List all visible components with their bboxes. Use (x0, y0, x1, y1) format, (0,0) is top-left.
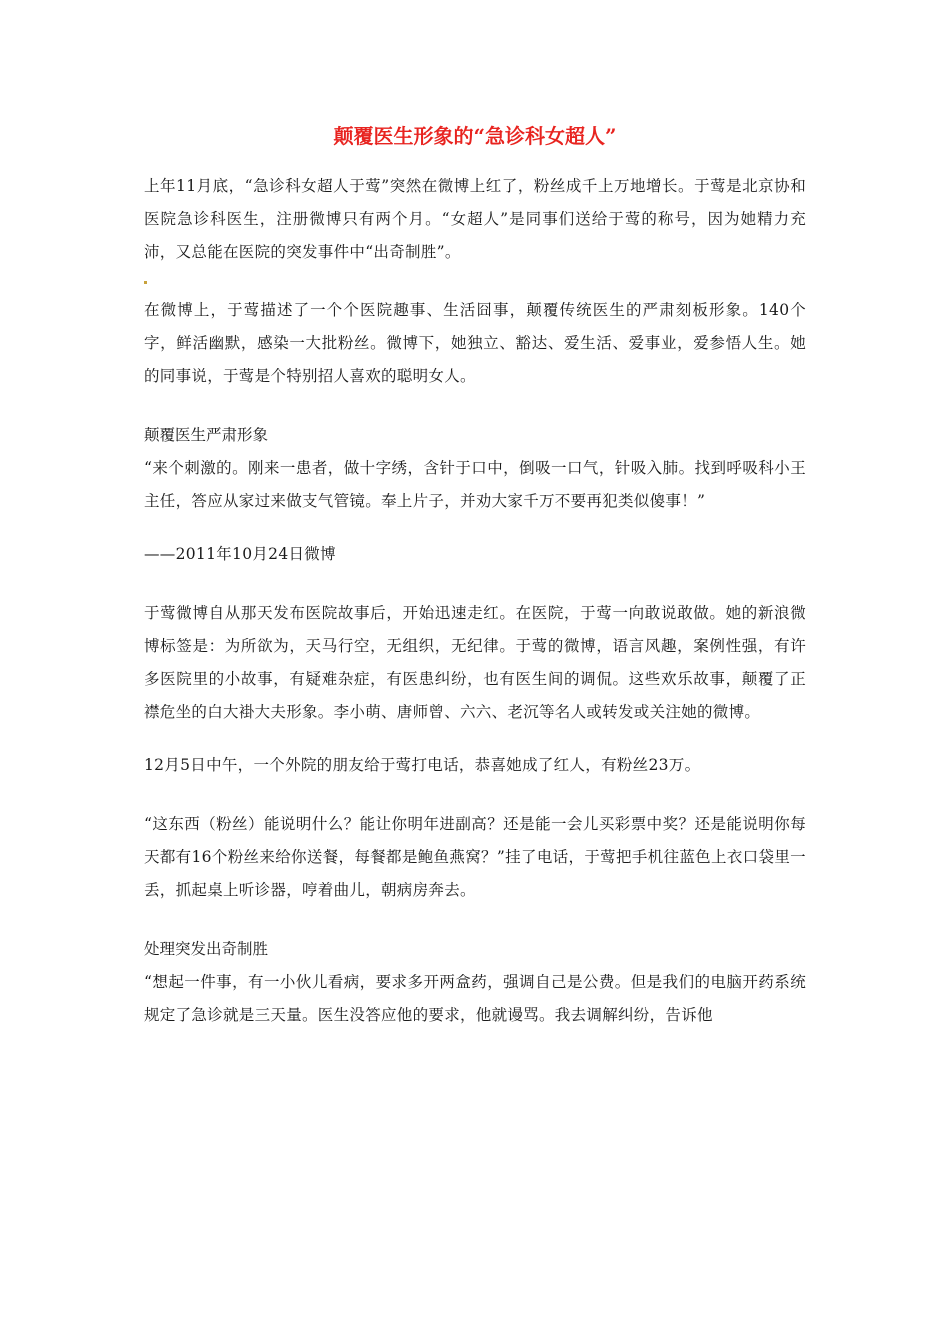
stray-mark (144, 281, 147, 284)
quote-source: ——2011年10月24日微博 (144, 545, 336, 563)
quote-weibo-1: “来个刺激的。刚来一患者，做十字绣，含针于口中，倒吸一口气，针吸入肺。找到呼吸科小王主任，答应从家过来做支气管镜。奉上片子，并劝大家千万不要再犯类似傻事！” (144, 459, 806, 510)
document-title: 颠覆医生形象的“急诊科女超人” (333, 124, 617, 148)
paragraph-fans-quote: “这东西（粉丝）能说明什么？能让你明年进副高？还是能一会儿买彩票中奖？还是能说明你每天都有16个粉丝来给你送餐，每餐都是鲍鱼燕窝？”挂了电话，于莺把手机往蓝色上衣口袋里一丢，抓起桌上听诊器，哼着曲儿，朝病房奔去。 (144, 815, 806, 899)
quote-weibo-2: “想起一件事，有一小伙儿看病，要求多开两盒药，强调自己是公费。但是我们的电脑开药系统规定了急诊就是三天量。医生没答应他的要求，他就谩骂。我去调解纠纷，告诉他 (144, 973, 806, 1024)
section-heading-1: 颠覆医生严肃形象 (144, 426, 269, 444)
paragraph-weibo: 在微博上，于莺描述了一个个医院趣事、生活囧事，颠覆传统医生的严肃刻板形象。140个字，鲜活幽默，感染一大批粉丝。微博下，她独立、豁达、爱生活、爱事业，爱参悟人生。她的同事说，于莺是个特别招人喜欢的聪明女人。 (144, 301, 806, 385)
paragraph-intro: 上年11月底，“急诊科女超人于莺”突然在微博上红了，粉丝成千上万地增长。于莺是北京协和医院急诊科医生，注册微博只有两个月。“女超人”是同事们送给于莺的称号，因为她精力充沛，又总能在医院的突发事件中“出奇制胜”。 (144, 177, 806, 261)
paragraph-rise: 于莺微博自从那天发布医院故事后，开始迅速走红。在医院，于莺一向敢说敢做。她的新浪微博标签是：为所欲为，天马行空，无组织，无纪律。于莺的微博，语言风趣，案例性强，有许多医院里的小故事，有疑难杂症，有医患纠纷，也有医生间的调侃。这些欢乐故事，颠覆了正襟危坐的白大褂大夫形象。李小萌、唐师曾、六六、老沉等名人或转发或关注她的微博。 (144, 604, 806, 721)
section-heading-2: 处理突发出奇制胜 (144, 940, 269, 958)
paragraph-phone-call: 12月5日中午，一个外院的朋友给于莺打电话，恭喜她成了红人，有粉丝23万。 (144, 756, 701, 774)
document-body (144, 170, 806, 1032)
